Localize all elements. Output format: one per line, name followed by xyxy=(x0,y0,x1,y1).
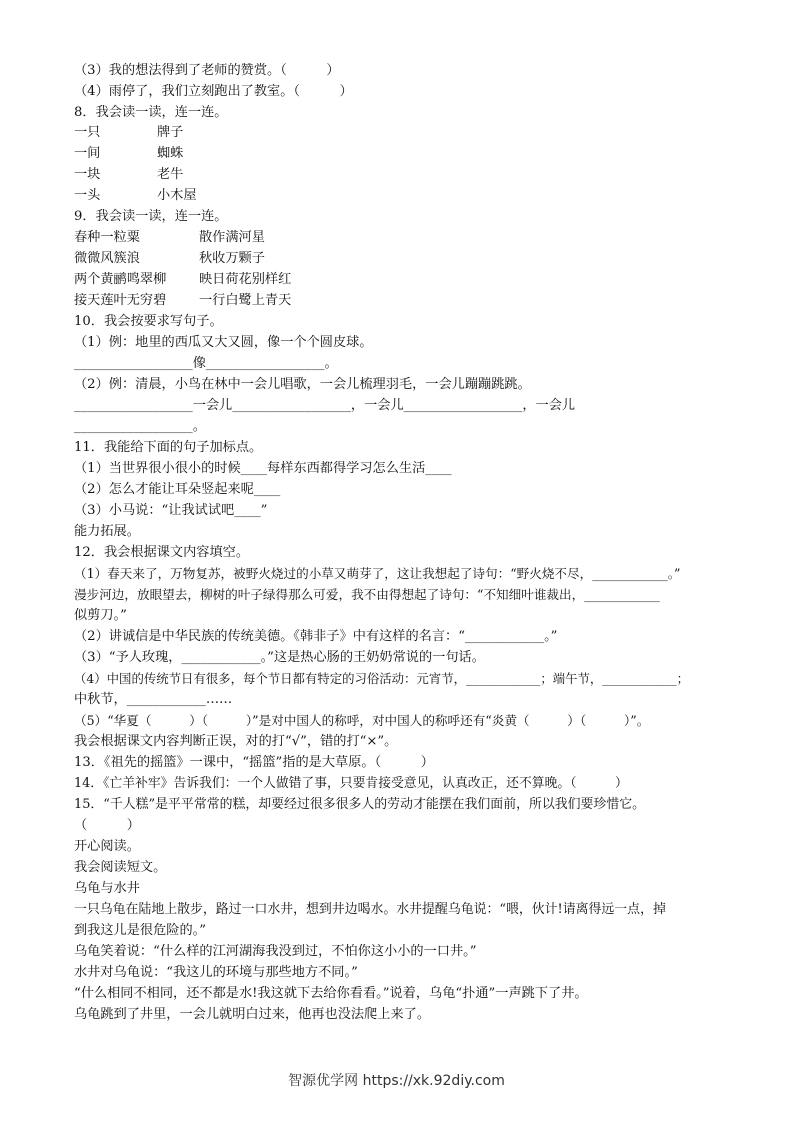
footer-watermark: 智源优学网 https://xk.92diy.com xyxy=(288,1073,505,1089)
text-line: 15．“千人糕”是平平常常的糕，却要经过很多很多人的劳动才能摆在我们面前，所以我们要珍惜它。 xyxy=(74,797,645,812)
question-heading: 10．我会按要求写句子。 xyxy=(74,314,223,329)
match-right-item: 老牛 xyxy=(157,167,184,182)
passage-line: 乌龟跳到了井里，一会儿就明白过来，他再也没法爬上来了。 xyxy=(74,1007,431,1022)
passage-line: “什么相同不相同，还不都是水!我这就下去给你看看。”说着，乌龟“扑通”一声跳下了井。 xyxy=(74,986,588,1001)
text-line: 漫步河边，放眼望去，柳树的叶子绿得那么可爱，我不由得想起了诗句：“不知细叶谁裁出，____________ xyxy=(74,587,660,602)
text-line: （1）当世界很小很小的时候____每样东西都得学习怎么生活____ xyxy=(74,461,452,476)
question-heading: 9．我会读一读，连一连。 xyxy=(74,209,228,224)
text-line: （1）例：地里的西瓜又大又圆，像一个个圆皮球。 xyxy=(74,335,373,350)
text-line: （4）中国的传统节日有很多，每个节日都有特定的习俗活动：元宵节，____________；端午节，____________； xyxy=(74,671,690,686)
text-line: （1）春天来了，万物复苏，被野火烧过的小草又萌芽了，这让我想起了诗句：“野火烧不尽，____________。” xyxy=(74,566,681,581)
section-heading: 能力拓展。 xyxy=(74,524,140,539)
match-right-item: 秋收万颗子 xyxy=(199,251,265,266)
text-line: 13．《祖先的摇篮》一课中，“摇篮”指的是大草原。（ ） xyxy=(74,755,434,770)
match-right-item: 小木屋 xyxy=(157,188,197,203)
answer-blank-line: __________________一会儿__________________，一会儿__________________，一会儿 xyxy=(74,398,576,413)
match-right-item: 一行白鹭上青天 xyxy=(199,293,292,308)
text-line: （3）我的想法得到了老师的赞赏。（ ） xyxy=(74,63,340,78)
match-right-item: 蜘蛛 xyxy=(157,146,184,161)
match-left-item: 一块 xyxy=(74,167,101,182)
passage-line: 一只乌龟在陆地上散步，路过一口水井，想到井边喝水。水井提醒乌龟说：“喂，伙计!请离得远一点，掉 xyxy=(74,902,666,917)
question-heading: 11．我能给下面的句子加标点。 xyxy=(74,440,263,455)
match-left-item: 一只 xyxy=(74,125,101,140)
passage-line: 到我这儿是很危险的。” xyxy=(74,923,207,938)
match-left-item: 一头 xyxy=(74,188,101,203)
text-line: （2）怎么才能让耳朵竖起来呢____ xyxy=(74,482,281,497)
answer-blank-line: __________________。 xyxy=(74,419,206,434)
text-line: （ ） xyxy=(74,818,140,833)
question-heading: 8．我会读一读，连一连。 xyxy=(74,105,228,120)
match-right-item: 牌子 xyxy=(157,125,184,140)
text-line: （3）“予人玫瑰，____________。”这是热心肠的王奶奶常说的一句话。 xyxy=(74,650,485,665)
passage-title: 乌龟与水井 xyxy=(74,881,140,896)
text-line: （2）例：清晨，小鸟在林中一会儿唱歌，一会儿梳理羽毛，一会儿蹦蹦跳跳。 xyxy=(74,377,531,392)
match-right-item: 散作满河星 xyxy=(199,230,265,245)
answer-blank-line: __________________像__________________。 xyxy=(74,356,338,371)
match-left-item: 接天莲叶无穷碧 xyxy=(74,293,167,308)
question-heading: 12．我会根据课文内容填空。 xyxy=(74,545,250,560)
section-heading: 开心阅读。 xyxy=(74,839,140,854)
match-left-item: 一间 xyxy=(74,146,101,161)
match-left-item: 春种一粒粟 xyxy=(74,230,140,245)
text-line: 我会阅读短文。 xyxy=(74,860,167,875)
text-line: 14．《亡羊补牢》告诉我们：一个人做错了事，只要肯接受意见，认真改正，还不算晚。（ ） xyxy=(74,776,628,791)
text-line: 我会根据课文内容判断正误，对的打“√”，错的打“×”。 xyxy=(74,734,398,749)
text-line: （2）讲诚信是中华民族的传统美德。《韩非子》中有这样的名言：“____________。” xyxy=(74,629,558,644)
match-right-item: 映日荷花别样红 xyxy=(199,272,292,287)
text-line: （5）“华夏（ ）（ ）”是对中国人的称呼，对中国人的称呼还有“炎黄（ ）（ ）”。 xyxy=(74,713,650,728)
match-left-item: 两个黄鹂鸣翠柳 xyxy=(74,272,167,287)
passage-line: 水井对乌龟说：“我这儿的环境与那些地方不同。” xyxy=(74,965,358,980)
match-left-item: 微微风簇浪 xyxy=(74,251,140,266)
text-line: 中秋节，____________…… xyxy=(74,692,233,707)
text-line: 似剪刀。” xyxy=(74,608,127,623)
text-line: （4）雨停了，我们立刻跑出了教室。（ ） xyxy=(74,84,353,99)
passage-line: 乌龟笑着说：“什么样的江河湖海我没到过，不怕你这小小的一口井。” xyxy=(74,944,477,959)
text-line: （3）小马说：“让我试试吧____” xyxy=(74,503,268,518)
